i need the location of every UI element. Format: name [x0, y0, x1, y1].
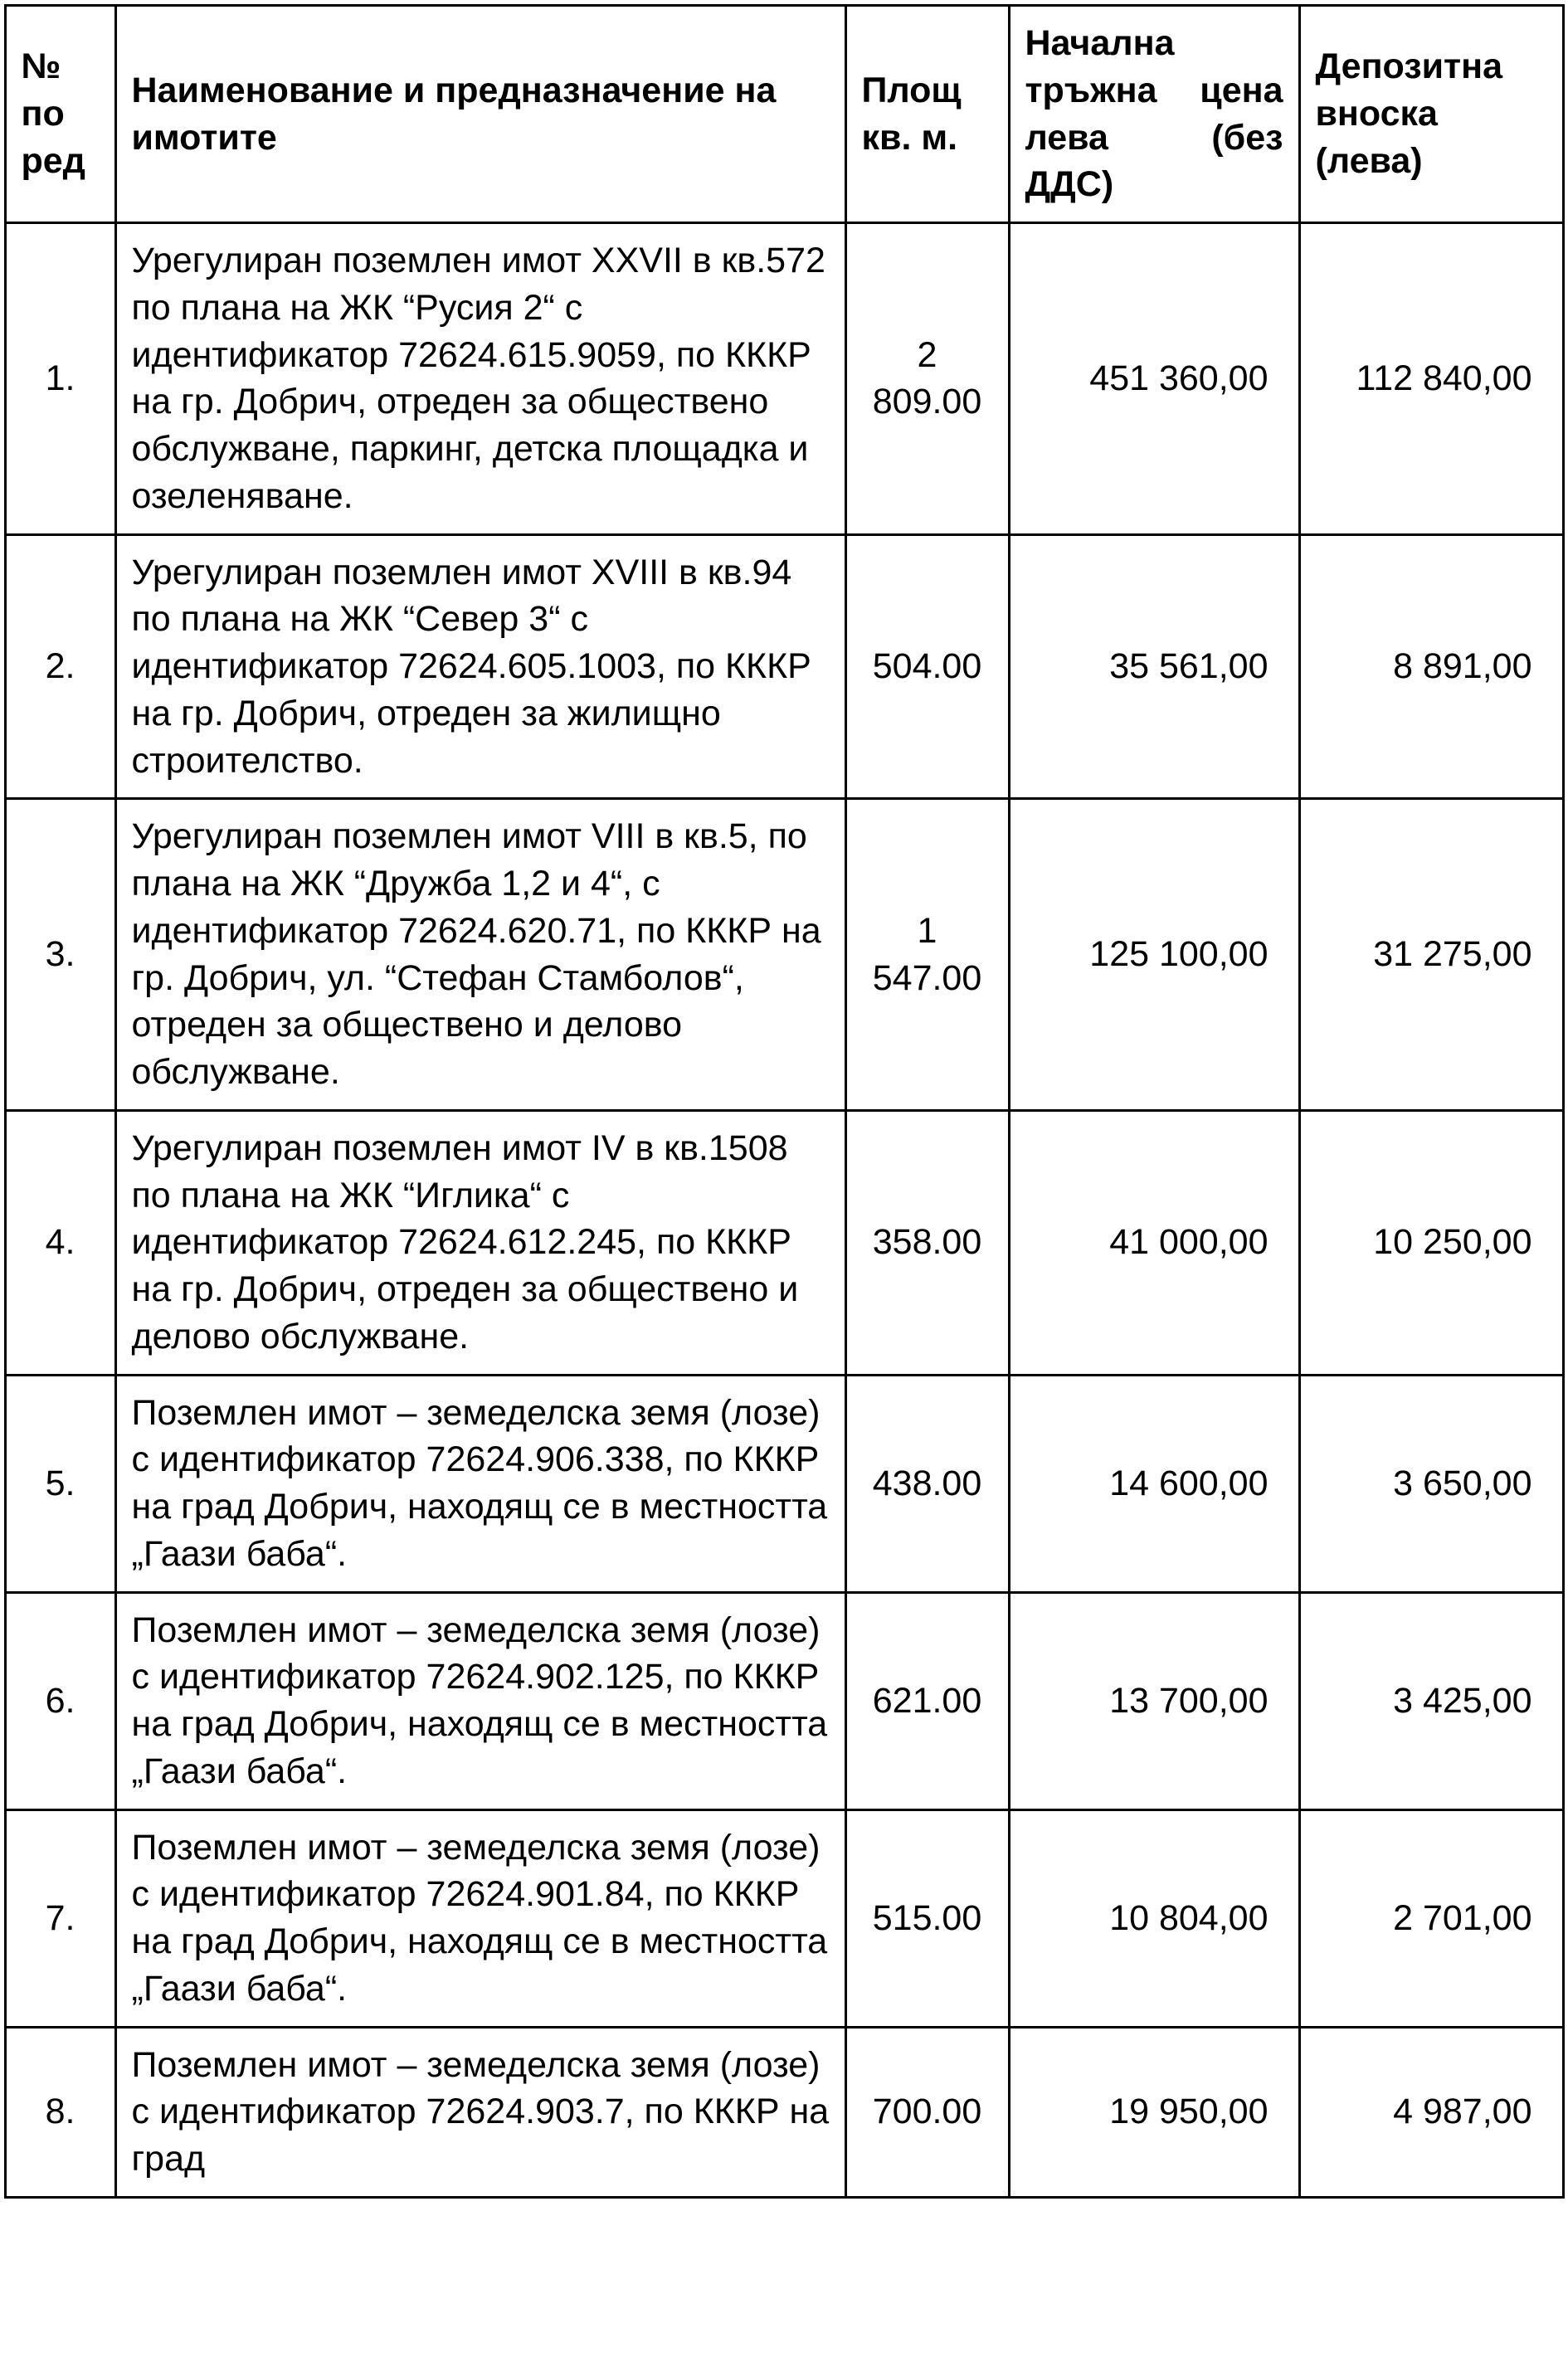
area-value: 621.00 — [845, 1592, 1009, 1809]
property-description: Урегулиран поземлен имот XXVII в кв.572 по плана на ЖК “Русия 2“ с идентификатор 72624.615.9059, по КККР на гр. Добрич, отреден за обществено обслужване, паркинг, детска площадка и озеленяване. — [115, 223, 845, 535]
area-value: 504.00 — [845, 534, 1009, 799]
header-starting-price: Начална тръжна цена лева (без ДДС) — [1009, 6, 1299, 223]
property-auction-table — [4, 4, 1565, 2199]
area-value: 700.00 — [845, 2027, 1009, 2197]
price-value: 19 950,00 — [1009, 2027, 1299, 2197]
deposit-value: 4 987,00 — [1299, 2027, 1563, 2197]
row-number: 4. — [5, 1110, 115, 1375]
table-row — [5, 1375, 1563, 1592]
area-value: 515.00 — [845, 1809, 1009, 2027]
row-number: 7. — [5, 1809, 115, 2027]
property-description: Поземлен имот – земеделска земя (лозе) с идентификатор 72624.906.338, по КККР на град Добрич, находящ се в местността „Гаази баба“. — [115, 1375, 845, 1592]
property-description: Поземлен имот – земеделска земя (лозе) с идентификатор 72624.903.7, по КККР на град — [115, 2027, 845, 2197]
price-value: 14 600,00 — [1009, 1375, 1299, 1592]
row-number: 8. — [5, 2027, 115, 2197]
area-value: 1 547.00 — [845, 799, 1009, 1111]
property-description: Урегулиран поземлен имот VIII в кв.5, по плана на ЖК “Дружба 1,2 и 4“, с идентификатор 72624.620.71, по КККР на гр. Добрич, ул. “Стефан Стамболов“, отреден за обществено и делово обслужване. — [115, 799, 845, 1111]
area-value: 358.00 — [845, 1110, 1009, 1375]
area-value: 438.00 — [845, 1375, 1009, 1592]
property-description: Поземлен имот – земеделска земя (лозе) с идентификатор 72624.902.125, по КККР на град Добрич, находящ се в местността „Гаази баба“. — [115, 1592, 845, 1809]
header-area: Площ кв. м. — [845, 6, 1009, 223]
table-row — [5, 2027, 1563, 2197]
table-row — [5, 799, 1563, 1111]
deposit-value: 8 891,00 — [1299, 534, 1563, 799]
row-number: 1. — [5, 223, 115, 535]
price-value: 451 360,00 — [1009, 223, 1299, 535]
property-description: Поземлен имот – земеделска земя (лозе) с идентификатор 72624.901.84, по КККР на град Добрич, находящ се в местността „Гаази баба“. — [115, 1809, 845, 2027]
price-value: 13 700,00 — [1009, 1592, 1299, 1809]
price-value: 10 804,00 — [1009, 1809, 1299, 2027]
deposit-value: 10 250,00 — [1299, 1110, 1563, 1375]
property-description: Урегулиран поземлен имот IV в кв.1508 по плана на ЖК “Иглика“ с идентификатор 72624.612.245, по КККР на гр. Добрич, отреден за обществено и делово обслужване. — [115, 1110, 845, 1375]
deposit-value: 31 275,00 — [1299, 799, 1563, 1111]
header-row-number: № по ред — [5, 6, 115, 223]
table-row — [5, 223, 1563, 535]
row-number: 5. — [5, 1375, 115, 1592]
row-number: 2. — [5, 534, 115, 799]
deposit-value: 3 650,00 — [1299, 1375, 1563, 1592]
table-row — [5, 1809, 1563, 2027]
table-header — [5, 6, 1563, 223]
price-value: 125 100,00 — [1009, 799, 1299, 1111]
price-value: 41 000,00 — [1009, 1110, 1299, 1375]
table-row — [5, 534, 1563, 799]
header-deposit: Депозитна вноска (лева) — [1299, 6, 1563, 223]
deposit-value: 112 840,00 — [1299, 223, 1563, 535]
deposit-value: 2 701,00 — [1299, 1809, 1563, 2027]
table-body — [5, 223, 1563, 2198]
table-row — [5, 1110, 1563, 1375]
header-row — [5, 6, 1563, 223]
table-row — [5, 1592, 1563, 1809]
row-number: 3. — [5, 799, 115, 1111]
area-value: 2 809.00 — [845, 223, 1009, 535]
deposit-value: 3 425,00 — [1299, 1592, 1563, 1809]
header-property-name: Наименование и предназначение на имотите — [115, 6, 845, 223]
price-value: 35 561,00 — [1009, 534, 1299, 799]
row-number: 6. — [5, 1592, 115, 1809]
property-description: Урегулиран поземлен имот XVIII в кв.94 по плана на ЖК “Север 3“ с идентификатор 72624.605.1003, по КККР на гр. Добрич, отреден за жилищно строителство. — [115, 534, 845, 799]
